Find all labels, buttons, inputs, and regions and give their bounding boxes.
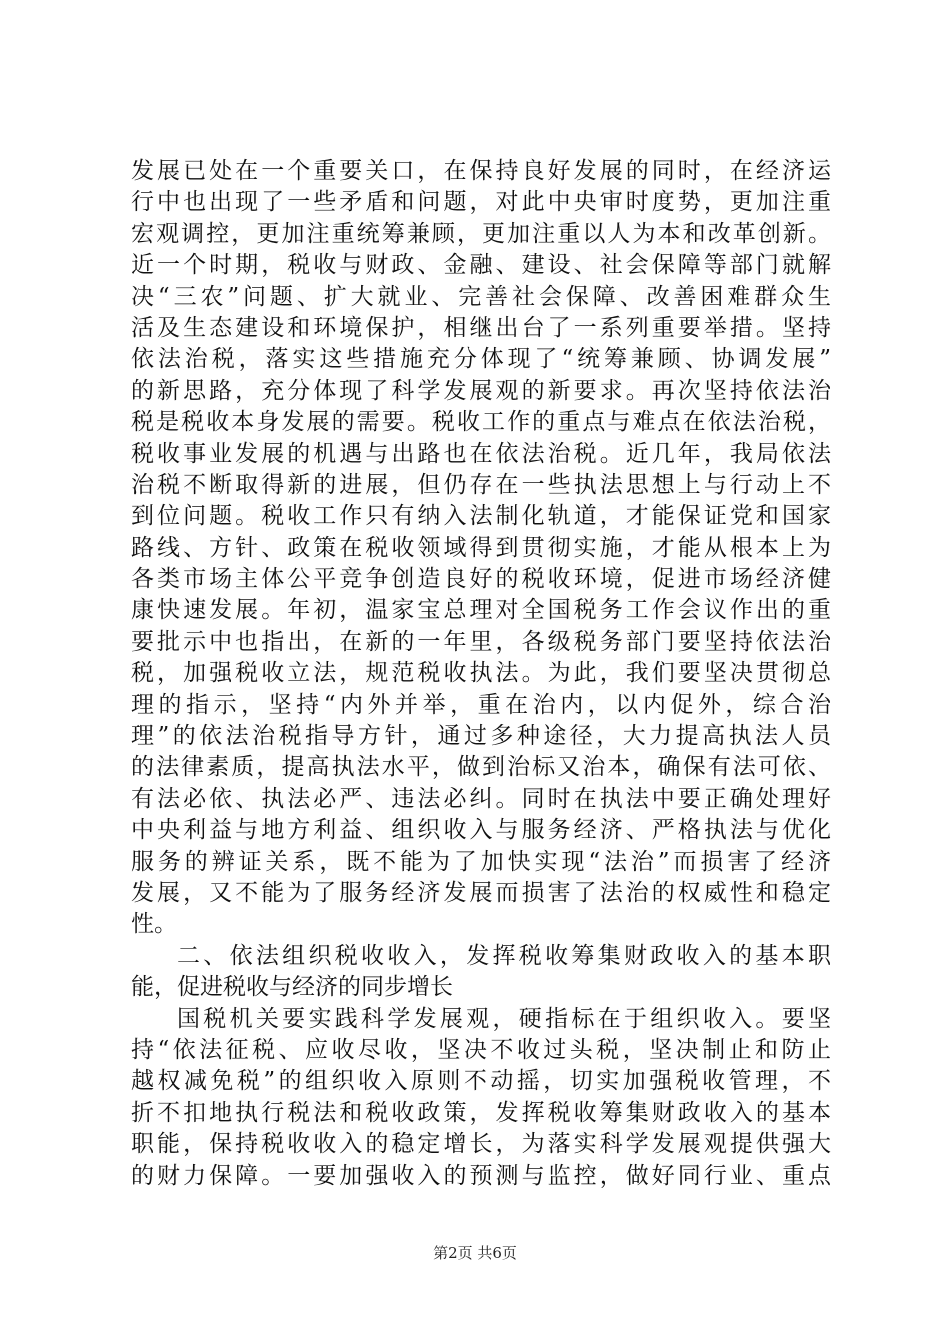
text-line-21: 有法必依、执法必严、违法必纠。同时在执法中要正确处理好 bbox=[131, 785, 831, 812]
text-line-3: 宏观调控，更加注重统筹兼顾，更加注重以人为本和改革创新。 bbox=[131, 220, 831, 247]
section-heading-line-1: 二、依法组织税收收入，发挥税收筹集财政收入的基本职 bbox=[177, 942, 831, 969]
text-line-14: 各类市场主体公平竞争创造良好的税收环境，促进市场经济健 bbox=[131, 566, 831, 593]
text-line-15: 康快速发展。年初，温家宝总理对全国税务工作会议作出的重 bbox=[131, 597, 831, 624]
text-line-1: 发展已处在一个重要关口，在保持良好发展的同时，在经济运 bbox=[131, 158, 831, 184]
text-line-2: 行中也出现了一些矛盾和问题，对此中央审时度势，更加注重 bbox=[131, 189, 831, 216]
text-line-24: 发展，又不能为了服务经济发展而损害了法治的权威性和稳定 bbox=[131, 879, 831, 906]
text-line-32: 职能，保持税收收入的稳定增长，为落实科学发展观提供强大 bbox=[131, 1131, 831, 1158]
text-line-20: 的法律素质，提高执法水平，做到治标又治本，确保有法可依、 bbox=[131, 754, 831, 781]
text-line-7: 依法治税，落实这些措施充分体现了“统筹兼顾、协调发展” bbox=[131, 346, 831, 373]
section-heading-line-2: 能，促进税收与经济的同步增长 bbox=[131, 974, 453, 1001]
text-line-19: 理”的依法治税指导方针，通过多种途径，大力提高执法人员 bbox=[131, 723, 831, 750]
text-line-11: 治税不断取得新的进展，但仍存在一些执法思想上与行动上不 bbox=[131, 471, 831, 498]
text-line-16: 要批示中也指出，在新的一年里，各级税务部门要坚持依法治 bbox=[131, 628, 831, 655]
text-line-25: 性。 bbox=[131, 911, 177, 938]
text-line-23: 服务的辨证关系，既不能为了加快实现“法治”而损害了经济 bbox=[131, 848, 831, 875]
text-line-12: 到位问题。税收工作只有纳入法制化轨道，才能保证党和国家 bbox=[131, 503, 831, 530]
body-text bbox=[131, 156, 831, 1192]
text-line-18: 理的指示，坚持“内外并举，重在治内，以内促外，综合治 bbox=[131, 691, 831, 718]
text-line-9: 税是税收本身发展的需要。税收工作的重点与难点在依法治税， bbox=[131, 409, 831, 436]
text-line-8: 的新思路，充分体现了科学发展观的新要求。再次坚持依法治 bbox=[131, 377, 831, 404]
text-line-17: 税，加强税收立法，规范税收执法。为此，我们要坚决贯彻总 bbox=[131, 660, 831, 687]
text-line-10: 税收事业发展的机遇与出路也在依法治税。近几年，我局依法 bbox=[131, 440, 831, 467]
text-line-29: 持“依法征税、应收尽收，坚决不收过头税，坚决制止和防止 bbox=[131, 1036, 831, 1063]
text-line-13: 路线、方针、政策在税收领域得到贯彻实施，才能从根本上为 bbox=[131, 534, 831, 561]
text-line-4: 近一个时期，税收与财政、金融、建设、社会保障等部门就解 bbox=[131, 252, 831, 279]
text-line-28: 国税机关要实践科学发展观，硬指标在于组织收入。要坚 bbox=[177, 1005, 831, 1032]
text-line-5: 决“三农”问题、扩大就业、完善社会保障、改善困难群众生 bbox=[131, 283, 831, 310]
text-line-6: 活及生态建设和环境保护，相继出台了一系列重要举措。坚持 bbox=[131, 314, 831, 341]
page-footer: 第2页 共6页 bbox=[433, 1244, 517, 1262]
text-line-31: 折不扣地执行税法和税收政策，发挥税收筹集财政收入的基本 bbox=[131, 1099, 831, 1126]
text-line-33: 的财力保障。一要加强收入的预测与监控，做好同行业、重点 bbox=[131, 1162, 831, 1189]
text-line-22: 中央利益与地方利益、组织收入与服务经济、严格执法与优化 bbox=[131, 817, 831, 844]
text-line-30: 越权减免税”的组织收入原则不动摇，切实加强税收管理，不 bbox=[131, 1068, 831, 1095]
